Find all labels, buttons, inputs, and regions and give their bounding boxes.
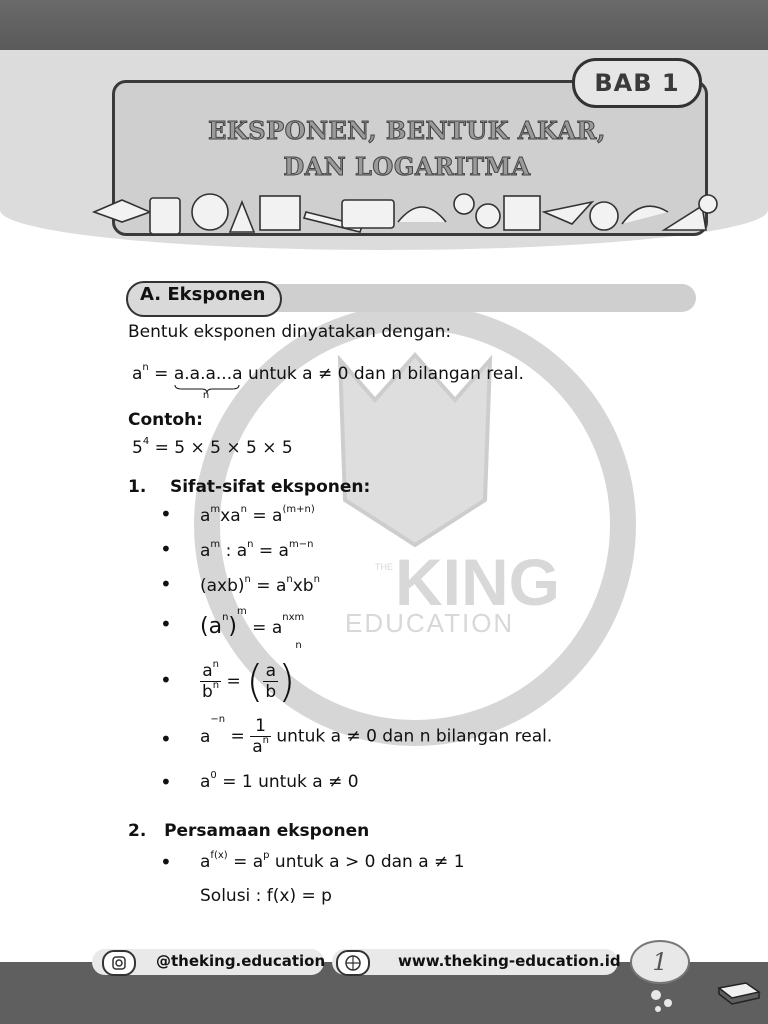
properties-heading: 1. Sifat-sifat eksponen:: [128, 477, 371, 497]
expanded-product: a.a.a...a: [173, 364, 243, 384]
bullet-8: •: [160, 850, 172, 874]
example-equation: $5^4 = 5 \times 5 \times 5 \times 5$: [132, 436, 293, 458]
apple-icon: [590, 202, 618, 230]
bulb-small-icon: [699, 195, 717, 213]
graduation-cap-icon: [94, 200, 150, 222]
fraction-an-bn: $\frac{a^n}{b^n}$: [202, 659, 220, 702]
watermark-brand: KING: [395, 545, 560, 619]
instagram-icon: [102, 950, 136, 976]
rule-2: $a^m$ : $a^n = a^{m-n}$: [200, 539, 314, 561]
watermark-prefix: THE: [375, 562, 393, 572]
globe-icon: [336, 950, 370, 976]
fraction-1-an: $\frac{1}{a^n}$: [252, 716, 269, 757]
fraction-a-b: $\frac{a}{b}$: [265, 661, 277, 702]
rule-4: $(a^n)^m = a^{nxm}$: [200, 606, 305, 639]
magnet-icon: [398, 207, 446, 222]
intro-text: Bentuk eksponen dinyatakan dengan:: [128, 322, 452, 342]
bubbles-decoration: [646, 985, 686, 1015]
flask-icon: [230, 202, 254, 232]
watermark-sub: EDUCATION: [345, 608, 515, 638]
calculator-icon: [150, 198, 180, 234]
magnifier-icon: [622, 206, 668, 224]
rule-7: $a^0 = 1$ untuk a ≠ 0: [200, 770, 359, 792]
paper-icon: [504, 196, 540, 230]
equation-solution: Solusi : f(x) = p: [200, 886, 332, 906]
ball-icon: [476, 204, 500, 228]
rule-1: $a^mxa^n = a^{(m+n)}$: [200, 504, 315, 526]
clock-icon: [192, 194, 228, 230]
bullet-3: •: [160, 572, 172, 596]
bullet-1: •: [160, 502, 172, 526]
book-icon: [716, 980, 762, 1008]
school-doodles-illustration: [92, 182, 722, 240]
section-title: [140, 284, 265, 305]
notebook-icon: [260, 196, 300, 230]
bullet-6: •: [160, 727, 172, 751]
top-bar: [0, 0, 768, 50]
section-label: A.: [140, 284, 162, 305]
section-name: Eksponen: [167, 284, 266, 305]
equation-rule: $a^{f(x)} = a^p$ untuk a > 0 dan a ≠ 1: [200, 850, 465, 872]
website-url[interactable]: www.theking-education.id: [398, 952, 621, 970]
bullet-7: •: [160, 770, 172, 794]
bullet-2: •: [160, 537, 172, 561]
equations-heading: 2. Persamaan eksponen: [128, 821, 370, 841]
brace-label: n: [202, 390, 210, 401]
chapter-badge: BAB 1: [572, 58, 702, 108]
example-label: Contoh:: [128, 410, 203, 430]
definition-line: $a^n = a.a.a...a$ n untuk a ≠ 0 dan n bilangan real.: [132, 362, 524, 401]
definition-condition: untuk a ≠ 0 dan n bilangan real.: [247, 364, 524, 384]
bullet-4: •: [160, 612, 172, 636]
paper-plane-icon: [544, 202, 592, 224]
books-icon: [342, 200, 394, 228]
chapter-title-line2: DAN LOGARITMA: [283, 152, 531, 181]
page-number: 1: [630, 940, 690, 984]
rule-5: $\frac{a^n}{b^n}$ = ( $\frac{a}{b}$ )$^n$: [202, 640, 302, 707]
chapter-title-line1: EKSPONEN, BENTUK AKAR,: [208, 116, 606, 145]
rule-3: $(axb)^n = a^nxb^n$: [200, 574, 320, 596]
ruler-icon: [664, 206, 706, 230]
rule-6: $a^{-n}$ = $\frac{1}{a^n}$ untuk a ≠ 0 dan n bilangan real.: [200, 714, 553, 757]
lightbulb-icon: [454, 194, 474, 214]
bullet-5: •: [160, 668, 172, 692]
instagram-handle[interactable]: @theking.education: [156, 952, 326, 970]
